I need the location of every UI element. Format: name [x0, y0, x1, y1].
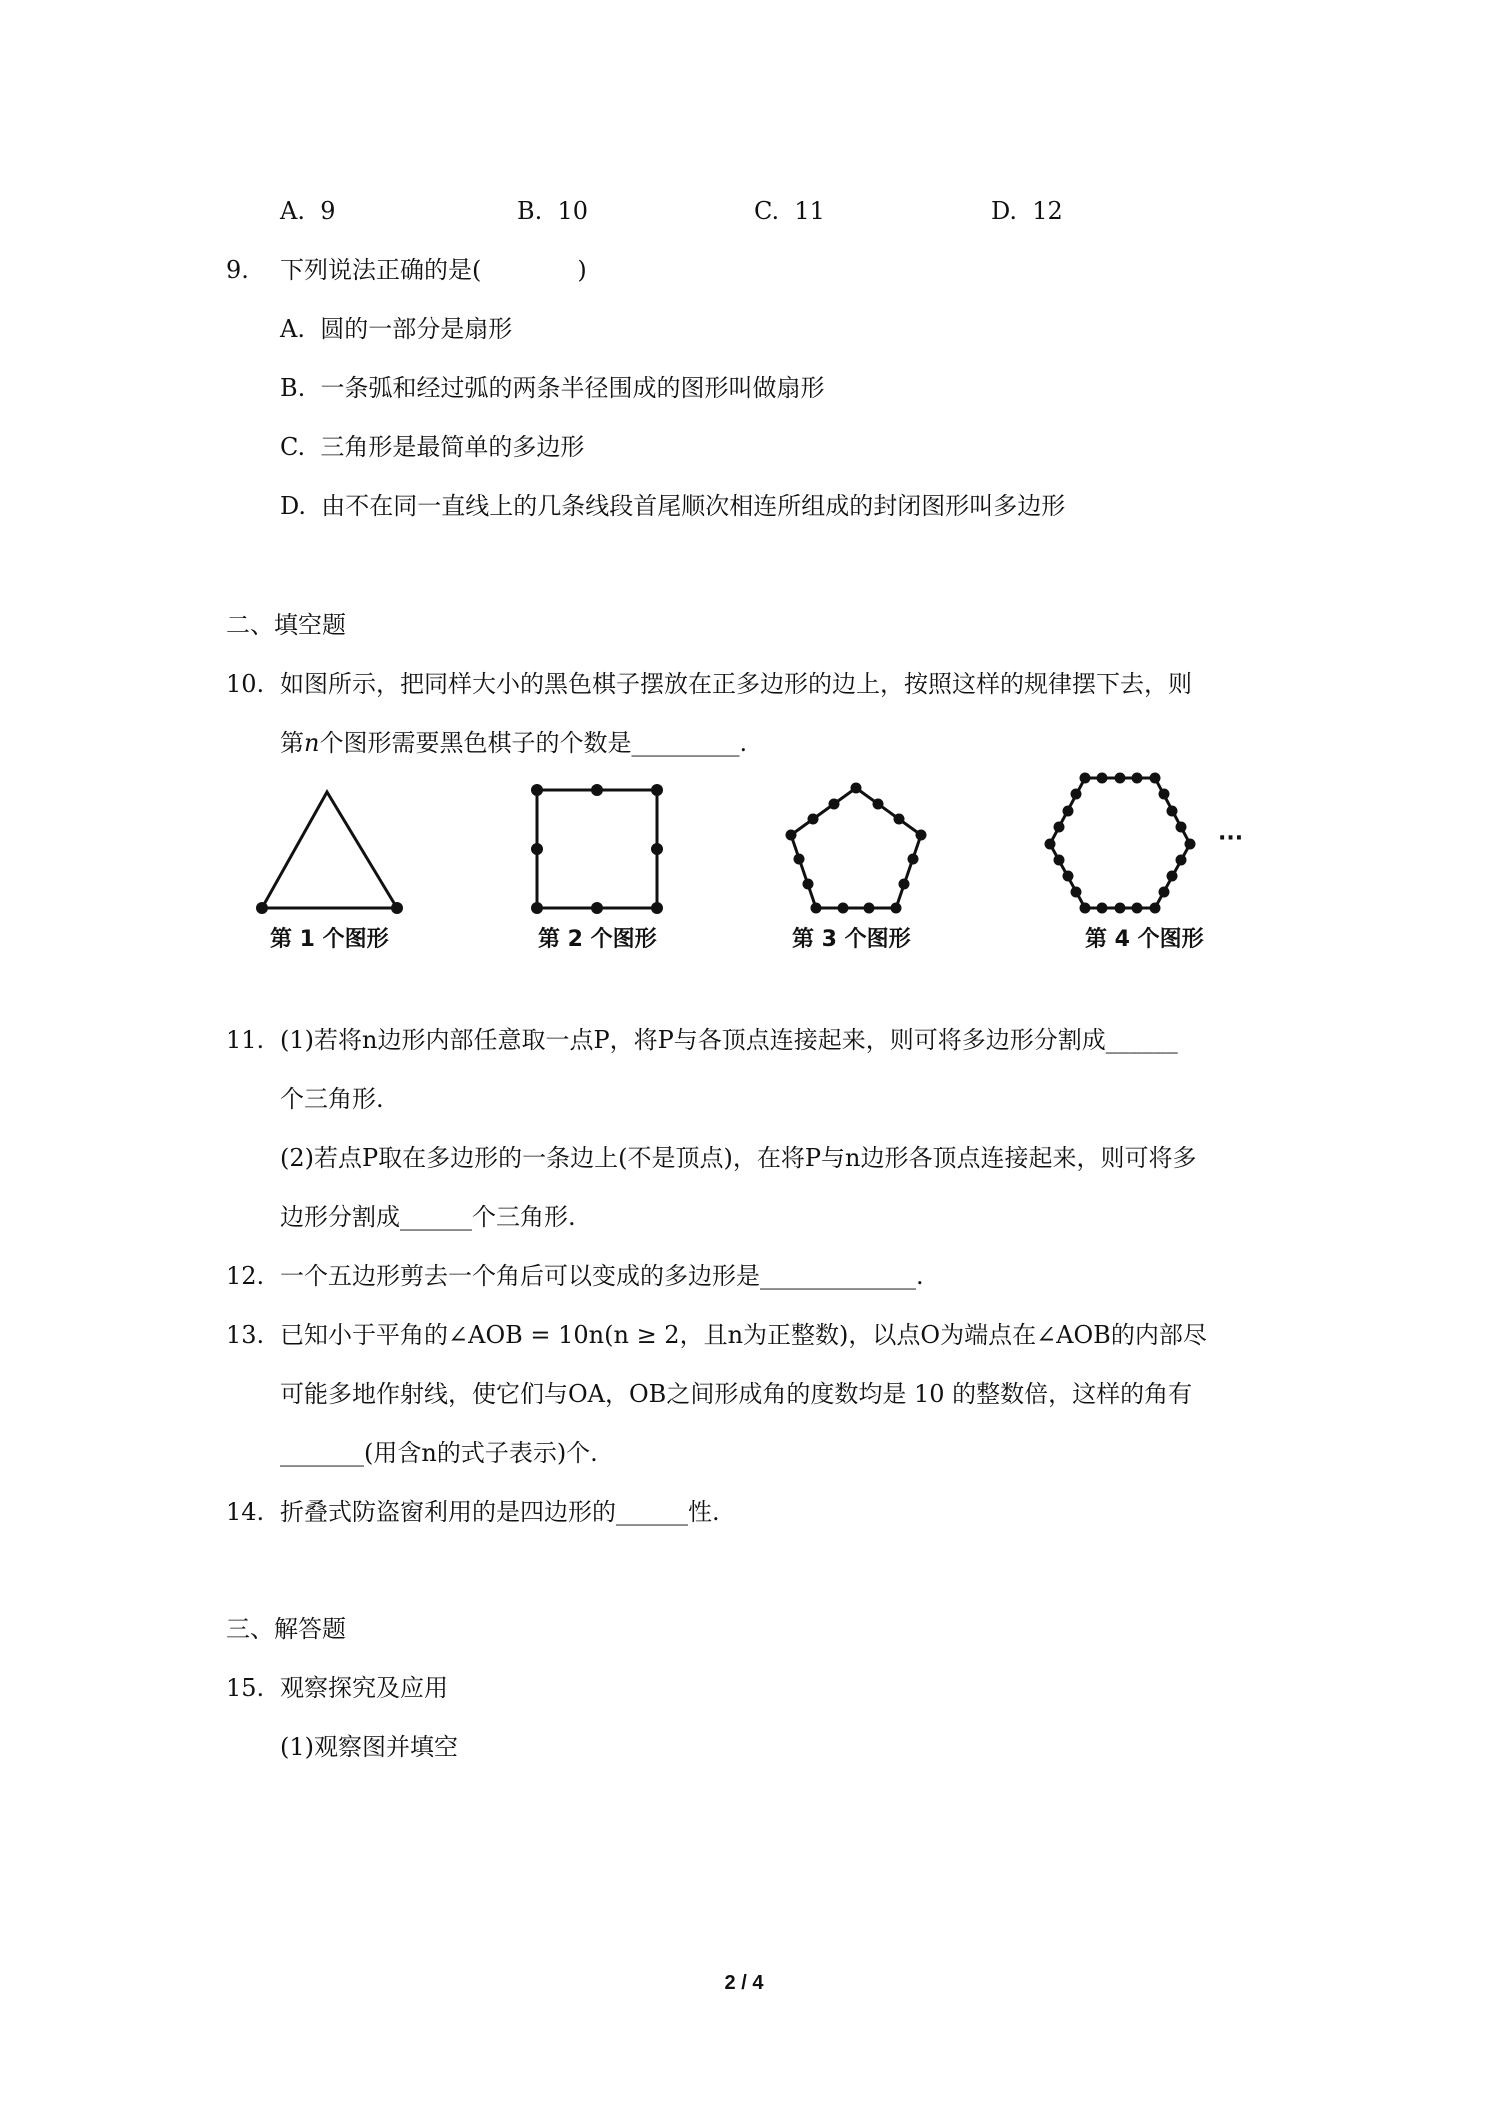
q15-text: 观察探究及应用: [280, 1674, 448, 1702]
q9-option-a: A. 圆的一部分是扇形: [280, 315, 513, 343]
q12-text: 一个五边形剪去一个角后可以变成的多边形是_____________.: [280, 1262, 924, 1290]
q8-option-a: A. 9: [280, 197, 336, 225]
figure-3-pentagon: [786, 783, 927, 914]
q11-part1-line1: (1)若将n边形内部任意取一点P，将P与各顶点连接起来，则可将多边形分割成______: [280, 1026, 1178, 1054]
q12-number: 12.: [226, 1262, 265, 1290]
q14-number: 14.: [226, 1498, 265, 1526]
q13-number: 13.: [226, 1321, 265, 1349]
section-title-fill-blank: 二、填空题: [226, 611, 346, 639]
q14-text: 折叠式防盗窗利用的是四边形的______性.: [280, 1498, 720, 1526]
figure-1-label: 第 1 个图形: [270, 927, 389, 952]
q11-part2-line2: 边形分割成______个三角形.: [280, 1203, 576, 1231]
figure-2-label: 第 2 个图形: [538, 927, 657, 952]
section-title-answer: 三、解答题: [226, 1615, 346, 1643]
q9-option-b: B. 一条弧和经过弧的两条半径围成的图形叫做扇形: [280, 374, 825, 402]
q11-number: 11.: [226, 1026, 265, 1054]
q8-option-d: D. 12: [991, 197, 1063, 225]
q11-part1-line2: 个三角形.: [280, 1085, 384, 1113]
figure-2-square: [531, 784, 663, 914]
q11-part2-line1: (2)若点P取在多边形的一条边上(不是顶点)，在将P与n边形各顶点连接起来，则可将多: [280, 1144, 1197, 1172]
q9-option-c: C. 三角形是最简单的多边形: [280, 433, 585, 461]
q13-line-1: 已知小于平角的∠AOB = 10n(n ≥ 2，且n为正整数)，以点O为端点在∠AOB的内部尽: [280, 1321, 1207, 1349]
q15-number: 15.: [226, 1674, 265, 1702]
figure-3-label: 第 3 个图形: [792, 927, 911, 952]
q9-option-d: D. 由不在同一直线上的几条线段首尾顺次相连所组成的封闭图形叫多边形: [280, 492, 1066, 520]
figure-4-hexagon: [1045, 773, 1196, 914]
q13-line-3: _______(用含n的式子表示)个.: [280, 1439, 598, 1467]
figure-ellipsis: ···: [1218, 826, 1244, 851]
q10-number: 10.: [226, 670, 265, 698]
figure-1-triangle: [256, 792, 403, 914]
q8-option-b: B. 10: [517, 197, 589, 225]
figure-4-label: 第 4 个图形: [1085, 927, 1204, 952]
q15-sub-1: (1)观察图并填空: [280, 1733, 458, 1761]
q9-stem: 下列说法正确的是( ): [280, 256, 587, 284]
q9-number: 9.: [226, 256, 249, 284]
q10-line-2: 第n个图形需要黑色棋子的个数是_________.: [280, 729, 748, 757]
q10-line-1: 如图所示，把同样大小的黑色棋子摆放在正多边形的边上，按照这样的规律摆下去，则: [280, 670, 1192, 698]
polygon-pattern-figure: [0, 760, 1488, 980]
q13-line-2: 可能多地作射线，使它们与OA，OB之间形成角的度数均是 10 的整数倍，这样的角有: [280, 1380, 1193, 1408]
page-number: 2 / 4: [724, 1972, 764, 1994]
q8-option-c: C. 11: [754, 197, 825, 225]
